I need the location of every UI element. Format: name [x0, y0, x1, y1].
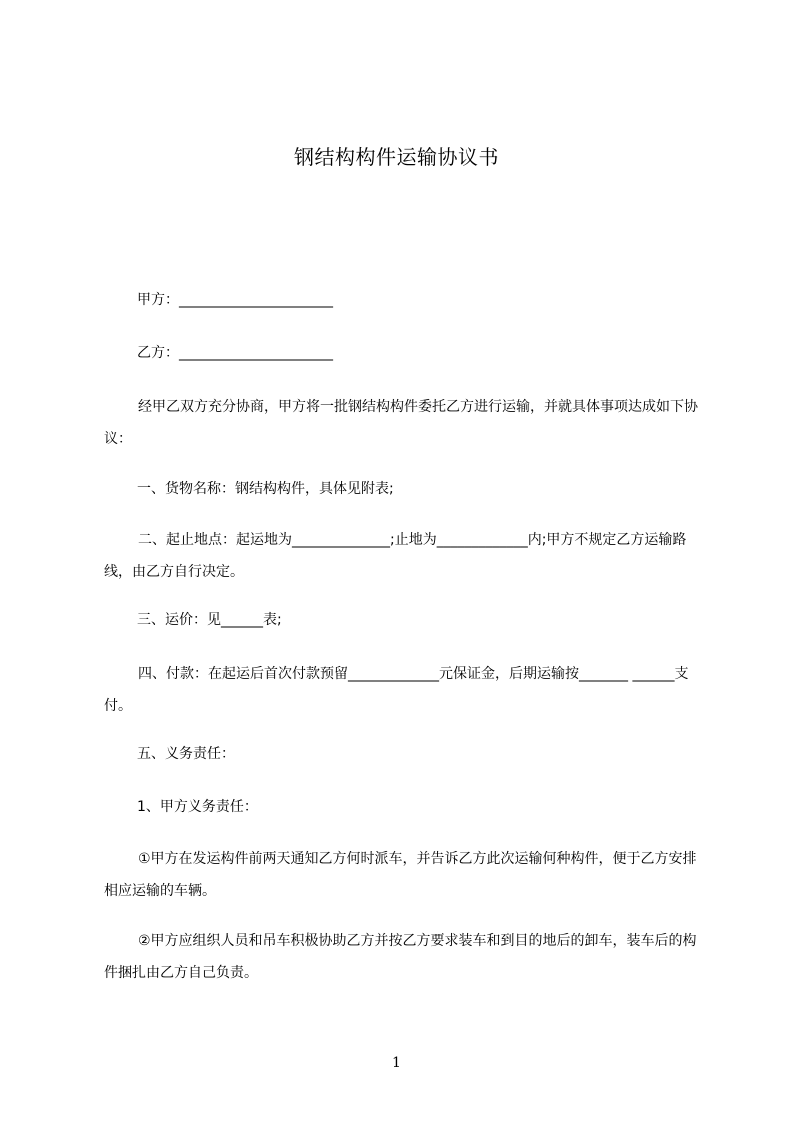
subclause-1-a: ①甲方在发运构件前两天通知乙方何时派车，并告诉乙方此次运输何种构件，便于乙方安排相应运输的车辆。 — [104, 851, 697, 899]
clause-3: 三、运价：见______表; — [137, 612, 282, 628]
subclause-1-b: ②甲方应组织人员和吊车积极协助乙方并按乙方要求装车和到目的地后的卸车，装车后的构件捆扎由乙方自己负责。 — [104, 933, 697, 981]
intro-paragraph: 经甲乙双方充分协商，甲方将一批钢结构构件委托乙方进行运输，并就具体事项达成如下协议： — [104, 399, 698, 447]
clause-1: 一、货物名称：钢结构构件，具体见附表; — [137, 481, 394, 497]
clause-4: 四、付款：在起运后首次付款预留_____________元保证金，后期运输按_______ ______支付。 — [104, 666, 689, 714]
page-number: 1 — [392, 1055, 401, 1071]
subclause-1: 1、甲方义务责任： — [137, 799, 258, 815]
party-a-line: 甲方：______________________ — [137, 292, 333, 308]
document-title: 钢结构构件运输协议书 — [294, 145, 499, 169]
clause-2: 二、起止地点：起运地为______________;止地为_____________内;甲方不规定乙方运输路线，由乙方自行决定。 — [104, 532, 687, 580]
clause-5: 五、义务责任： — [137, 746, 235, 762]
party-b-line: 乙方：______________________ — [137, 345, 333, 361]
